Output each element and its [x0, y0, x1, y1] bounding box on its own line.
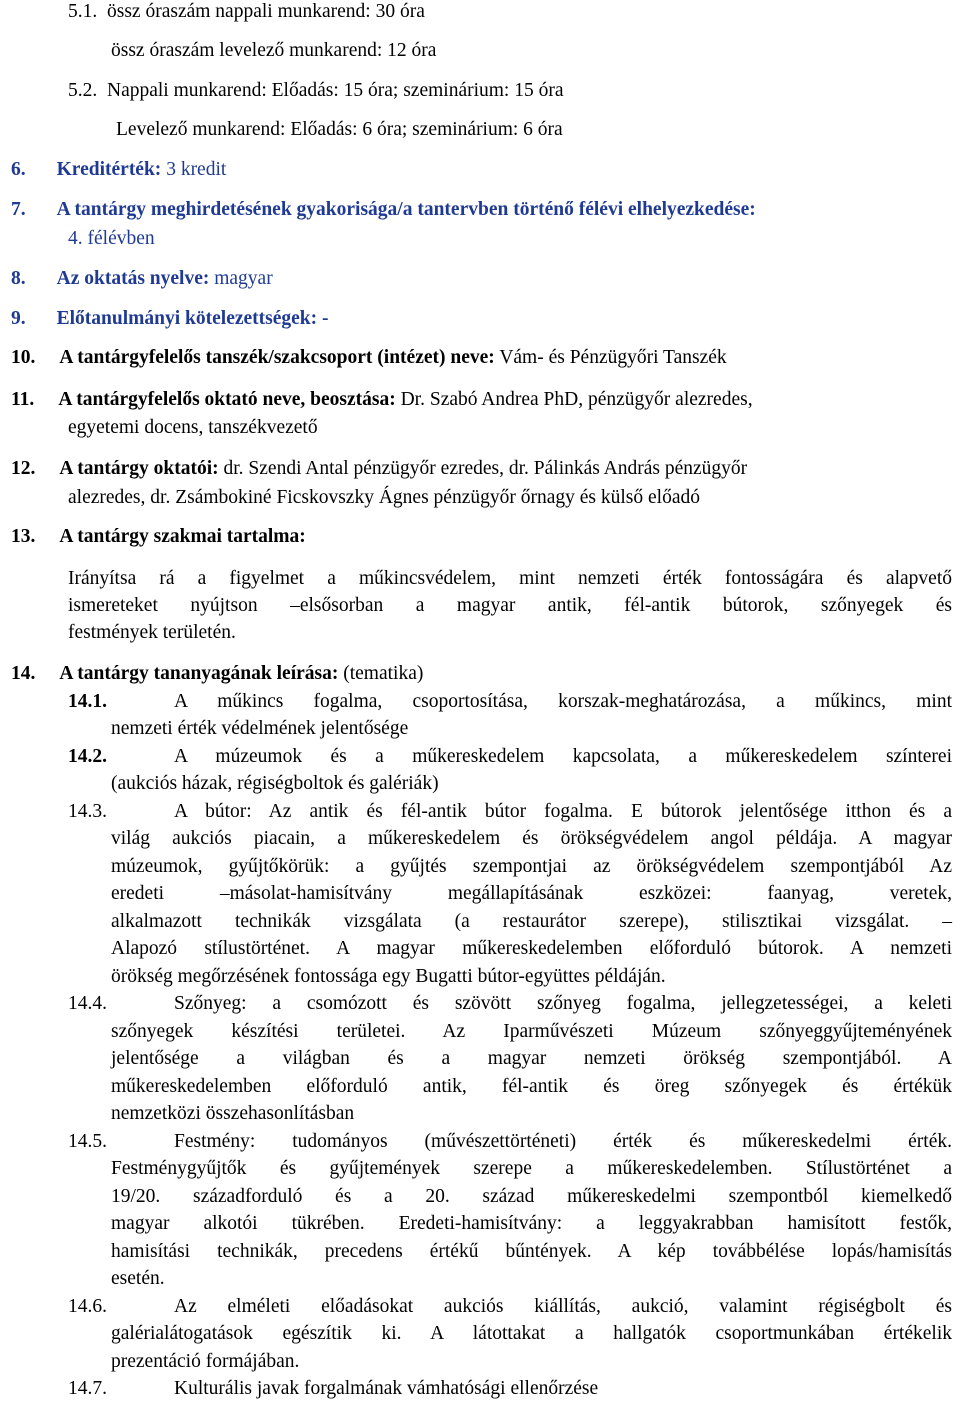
item-14-4-line-4: műkereskedelemben előforduló antik, fél-antik és öreg szőnyegek és értékük	[111, 1076, 952, 1097]
section-value: Vám- és Pénzügyőri Tanszék	[499, 347, 727, 368]
section-label: A tantárgy tananyagának leírása:	[59, 663, 339, 684]
item-14-5-line-5: hamisítási technikák, precedens értékű bűntények. A kép továbbélése lopás/hamisítás	[111, 1241, 952, 1262]
section-11	[11, 388, 753, 412]
item-14-6-number: 14.6.	[68, 1296, 107, 1317]
item-14-4-line-3: jelentősége a világban és a magyar nemzeti örökség szempontjából. A	[111, 1048, 952, 1069]
section-number: 11.	[11, 389, 35, 410]
section-suffix: (tematika)	[343, 663, 424, 684]
section-13-line-1: Irányítsa rá a figyelmet a műkincsvédelem, mint nemzeti érték fontosságára és alapvető	[68, 568, 952, 589]
section-number: 6.	[11, 159, 26, 180]
section-13	[11, 525, 306, 549]
item-14-4-line-2: szőnyegek készítési területei. Az Iparművészeti Múzeum szőnyeggyűjteményének	[111, 1021, 952, 1042]
item-14-1-line-2: nemzeti érték védelmének jelentősége	[111, 718, 409, 739]
item-14-4-line-5: nemzetközi összehasonlításban	[111, 1103, 355, 1124]
item-14-3-number: 14.3.	[68, 801, 107, 822]
section-label: Az oktatás nyelve:	[56, 268, 210, 289]
section-11-line-2: egyetemi docens, tanszékvezető	[68, 417, 318, 438]
item-14-3-line-6: Alapozó stílustörténet. A magyar műkereskedelemben előforduló bútorok. A nemzeti	[111, 938, 952, 959]
section-8	[11, 267, 273, 291]
section-label: A tantárgy szakmai tartalma:	[59, 526, 306, 547]
item-14-5-line-2: Festménygyűjtők és gyűjtemények szerepe a műkereskedelemben. Stílustörténet a	[111, 1158, 952, 1179]
section-text: Nappali munkarend: Előadás: 15 óra; szeminárium: 15 óra	[107, 80, 564, 101]
section-number: 13.	[11, 526, 36, 547]
section-value: Dr. Szabó Andrea PhD, pénzügyőr alezredes,	[400, 389, 753, 410]
section-value: 3 kredit	[166, 159, 227, 180]
section-number: 12.	[11, 458, 36, 479]
section-5-1-line-2: össz óraszám levelező munkarend: 12 óra	[111, 40, 437, 61]
item-14-3-line-2: világ aukciós piacain, a műkereskedelem és örökségvédelem angol példája. A magyar	[111, 828, 952, 849]
item-14-6-line-2: galérialátogatások egészítik ki. A látottakat a hallgatók csoportmunkában értékelik	[111, 1323, 952, 1344]
item-14-6-line-3: prezentáció formájában.	[111, 1351, 300, 1372]
section-13-line-2: ismereteket nyújtson –elsősorban a magyar antik, fél-antik bútorok, szőnyegek és	[68, 595, 952, 616]
item-14-2-number: 14.2.	[68, 746, 107, 767]
section-value: dr. Szendi Antal pénzügyőr ezredes, dr. Pálinkás András pénzügyőr	[223, 458, 748, 479]
item-14-3-line-5: alkalmazott technikák vizsgálata (a restaurátor szerepe), stilisztikai vizsgálat. –	[111, 911, 952, 932]
item-14-2-line-1: A múzeumok és a műkereskedelem kapcsolata, a műkereskedelem színterei	[174, 746, 952, 767]
section-value: magyar	[214, 268, 273, 289]
section-number: 5.2.	[68, 80, 98, 101]
item-14-3-line-3: múzeumok, gyűjtőkörük: a gyűjtés szempontjai az örökségvédelem szempontjából Az	[111, 856, 952, 877]
section-5-2-line-1	[68, 79, 564, 103]
item-14-5-line-4: magyar alkotói tükrében. Eredeti-hamisítvány: a leggyakrabban hamisított festők,	[111, 1213, 952, 1234]
item-14-5-line-1: Festmény: tudományos (művészettörténeti) érték és műkereskedelmi érték.	[174, 1131, 952, 1152]
item-14-3-line-7: örökség megőrzésének fontossága egy Bugatti bútor-együttes példáján.	[111, 966, 666, 987]
item-14-4-line-1: Szőnyeg: a csomózott és szövött szőnyeg fogalma, jellegzetességei, a keleti	[174, 993, 952, 1014]
item-14-7-number: 14.7.	[68, 1378, 107, 1399]
section-number: 14.	[11, 663, 36, 684]
item-14-7-line-1: Kulturális javak forgalmának vámhatósági ellenőrzése	[174, 1378, 599, 1399]
item-14-6-line-1: Az elméleti előadásokat aukciós kiállítás, aukció, valamint régiségbolt és	[174, 1296, 952, 1317]
item-14-5-number: 14.5.	[68, 1131, 107, 1152]
section-number: 8.	[11, 268, 26, 289]
item-14-3-line-1: A bútor: Az antik és fél-antik bútor fogalma. E bútorok jelentősége itthon és a	[174, 801, 952, 822]
section-10	[11, 346, 727, 370]
section-label: Előtanulmányi kötelezettségek: -	[56, 308, 329, 329]
section-number: 7.	[11, 199, 26, 220]
section-12	[11, 457, 747, 481]
section-number: 10.	[11, 347, 36, 368]
section-label: Kreditérték:	[56, 159, 162, 180]
section-label: A tantárgyfelelős tanszék/szakcsoport (intézet) neve:	[59, 347, 495, 368]
section-9	[11, 307, 329, 331]
item-14-3-line-4: eredeti –másolat-hamisítvány megállapításának eszközei: faanyag, veretek,	[111, 883, 952, 904]
section-5-1-line-1	[68, 0, 425, 24]
section-number: 5.1.	[68, 1, 98, 22]
section-5-2-line-2: Levelező munkarend: Előadás: 6 óra; szeminárium: 6 óra	[116, 119, 563, 140]
section-13-line-3: festmények területén.	[68, 622, 236, 643]
section-number: 9.	[11, 308, 26, 329]
item-14-5-line-6: esetén.	[111, 1268, 165, 1289]
section-label: A tantárgy meghirdetésének gyakorisága/a tantervben történő félévi elhelyezkedése:	[56, 199, 756, 220]
section-7-value: 4. félévben	[68, 228, 155, 249]
section-14	[11, 662, 423, 686]
section-7	[11, 198, 756, 222]
item-14-5-line-3: 19/20. századforduló és a 20. század műkereskedelmi szempontból kiemelkedő	[111, 1186, 952, 1207]
item-14-2-line-2: (aukciós házak, régiségboltok és galériák)	[111, 773, 439, 794]
section-6	[11, 158, 226, 182]
section-12-line-2: alezredes, dr. Zsámbokiné Ficskovszky Ágnes pénzügyőr őrnagy és külső előadó	[68, 487, 700, 508]
item-14-4-number: 14.4.	[68, 993, 107, 1014]
item-14-1-line-1: A műkincs fogalma, csoportosítása, korszak-meghatározása, a műkincs, mint	[174, 691, 952, 712]
section-label: A tantárgy oktatói:	[59, 458, 219, 479]
section-label: A tantárgyfelelős oktató neve, beosztása:	[58, 389, 396, 410]
section-text: össz óraszám nappali munkarend: 30 óra	[107, 1, 425, 22]
item-14-1-number: 14.1.	[68, 691, 107, 712]
